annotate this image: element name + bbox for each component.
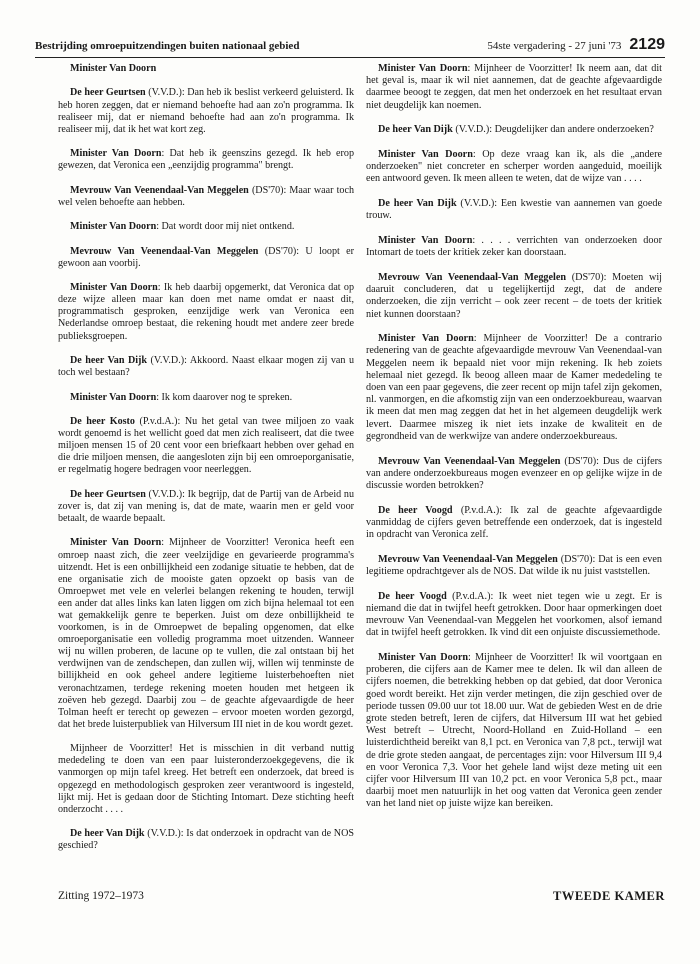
speaker-name: Minister Van Doorn xyxy=(378,235,473,247)
speech-paragraph xyxy=(366,198,662,222)
speech-paragraph xyxy=(366,272,662,321)
speech-text: (V.V.D.): Deugdelijker dan andere onderzoeken? xyxy=(452,124,654,136)
speech-paragraph xyxy=(58,355,354,379)
speech-paragraph xyxy=(366,124,662,136)
speech-paragraph xyxy=(366,652,662,811)
speech-paragraph xyxy=(58,63,354,75)
speech-text: (V.V.D.): Is dat onderzoek in opdracht van de NOS geschied? xyxy=(58,828,354,852)
speaker-name: Mevrouw Van Veenendaal-Van Meggelen xyxy=(378,553,558,565)
speech-paragraph xyxy=(58,185,354,209)
speech-paragraph xyxy=(366,554,662,578)
speech-paragraph xyxy=(58,282,354,342)
speech-text: : Mijnheer de Voorzitter! Veronica heeft een omroep naast zich, die zeer veelzijdige en gevarieerde programma's uitzendt. Het is een onbillijkheid een zodanige situatie te hebben, dat de ene organisatie zich de mooiste gaten opzoekt op basis van de Omroepwet met vele en velerlei belangen rekening te houden, terwijl een ander dat alles links kan laten liggen om zich bijna helemaal tot een wat gemakkelijk genre te beperken. Juist om deze onbillijkheid te voorkomen, is in de Omroepwet de bepaling opgenomen, dat elke omroeporganisatie een volledig programma moet uitzenden. Wanneer wij nu willen proberen, de lacune op te vullen, die zal ontstaan bij het verdwijnen van de zendschepen, dan zullen wij, willen wij tenminste de billijkheid en ook geheel andere legitieme luisterbehoeften niet veronachtzamen, terdege rekening moeten houden met hetgeen ik zoëven heb gezegd. Daarbij zou – de geachte afgevaardigde de heer Tolman heeft er terecht op gewezen – ervoor moeten worden gezorgd, dat het brede luisterpubliek van Hilversum III niet in de kou wordt gezet. xyxy=(58,537,354,730)
speaker-name: Minister Van Doorn xyxy=(70,148,162,160)
session-label: Zitting 1972–1973 xyxy=(58,890,144,902)
speech-paragraph xyxy=(366,456,662,493)
speech-paragraph xyxy=(58,392,354,404)
speech-text: (DS'70): U loopt er gewoon aan voorbij. xyxy=(58,245,354,269)
speech-text: (DS'70): Dat is een even legitieme opdrachtgever als de NOS. Dat wilde ik nu juist vaststellen. xyxy=(366,553,662,577)
running-title: Bestrijding omroepuitzendingen buiten nationaal gebied xyxy=(35,40,300,52)
speech-text: (V.V.D.): Akkoord. Naast elkaar mogen zij van u toch wel bestaan? xyxy=(58,355,354,379)
speech-paragraph xyxy=(58,416,354,476)
speech-paragraph xyxy=(58,246,354,270)
speech-paragraph xyxy=(58,148,354,172)
speech-text: (V.V.D.): Ik begrijp, dat de Partij van de Arbeid nu zover is, dat zij van mening is, dat de mate, waarin men er geld voor betaalt, de waarde bepaalt. xyxy=(58,488,354,524)
speaker-name: Mevrouw Van Veenendaal-Van Meggelen xyxy=(378,455,561,467)
speech-paragraph xyxy=(58,489,354,525)
speech-paragraph xyxy=(366,149,662,186)
page-number: 2129 xyxy=(629,36,665,53)
speech-paragraph xyxy=(58,537,354,731)
speaker-name: Minister Van Doorn xyxy=(378,63,468,74)
speech-paragraph xyxy=(366,333,662,443)
speaker-name: De heer Van Dijk xyxy=(378,198,457,210)
header-rule xyxy=(35,57,665,58)
chamber-label: TWEEDE KAMER xyxy=(553,889,665,903)
speaker-name: Minister Van Doorn xyxy=(70,282,158,294)
speaker-name: De heer Voogd xyxy=(378,504,453,516)
speaker-name: Minister Van Doorn xyxy=(378,149,473,161)
speech-paragraph xyxy=(58,87,354,135)
speech-text: : Op deze vraag kan ik, als die „andere onderzoeken" niet concreter en scherper worden aangeduid, moeilijk een antwoord geven. Ik meen alleen te weten, dat de wijze van . . . . xyxy=(366,149,662,185)
speaker-name: De heer Kosto xyxy=(70,415,135,427)
speaker-name: Minister Van Doorn xyxy=(70,221,157,233)
speech-text: : Ik kom daarover nog te spreken. xyxy=(156,391,293,403)
speech-text: (DS'70): Moeten wij daaruit concluderen, dat u tegelijkertijd zegt, dat de andere onderzoeken, die zijn verricht – ook zeer recent – de toets der kritiek niet kunnen doorstaan? xyxy=(366,271,662,320)
speaker-name: De heer Van Dijk xyxy=(378,124,453,136)
speech-text: (P.v.d.A.): Ik weet niet tegen wie u zegt. Er is niemand die dat in twijfel heeft getrokken. Door haar opmerkingen doet mevrouw Van Veenendaal-van Meggelen het voorkomen, alsof iemand dat in twijfel heeft getrokken. Ik vind dit een onjuiste discussiemethode. xyxy=(366,590,662,639)
speaker-name: De heer Van Dijk xyxy=(70,355,148,366)
speech-paragraph xyxy=(366,235,662,259)
speech-text: (V.V.D.): Dan heb ik beslist verkeerd geluisterd. Ik heb horen zeggen, dat er niemand behoefte had aan zo'n programma. Ik realiseer mij, dat er niemand behoefte had aan zo'n programma. Ik realiseer mij, dat ik het wat kort zeg. xyxy=(58,87,354,135)
left-column xyxy=(58,63,354,865)
speech-paragraph xyxy=(58,828,354,852)
speaker-name: De heer Van Dijk xyxy=(70,828,145,840)
speaker-name: Minister Van Doorn xyxy=(70,63,157,74)
speech-text: : Mijnheer de Voorzitter! De a contrario redenering van de geachte afgevaardigde mevrouw Van Veenendaal-van Meggelen neem ik bepaald niet voor mijn rekening. Ik heb zoiets helemaal niet gezegd. Ik beoog alleen maar de Kamer mededeling te doen van een paar gegevens, die zeer recent op mijn tafel zijn gekomen, nl. vanmorgen, en die afkomstig zijn van een onderzoekbureau, waarvan ik meen dat men mag zeggen dat het in het algemeen deugdelijk werk levert. Daarmee miszeg ik niet iets inzake de kwaliteit en de gegrondheid van de werkwijze van andere onderzoekbureaus. xyxy=(366,333,662,442)
speech-text: : Dat wordt door mij niet ontkend. xyxy=(156,221,295,233)
speech-paragraph xyxy=(58,221,354,233)
speaker-name: Mevrouw Van Veenendaal-Van Meggelen xyxy=(378,271,567,283)
speech-paragraph xyxy=(58,743,354,816)
page-header xyxy=(35,36,665,58)
speech-text: : Ik heb daarbij opgemerkt, dat Veronica dat op deze wijze alleen maar kan doen met name omdat er naast dit, programmatisch gesproken, eenzijdige werk van Veronica een Nederlandse omroep bestaat, die rekening houdt met andere zeer brede publieksgroepen. xyxy=(58,282,354,342)
speech-text: (P.v.d.A.): Ik zal de geachte afgevaardigde vanmiddag de cijfers geven betreffende een onderzoek, dat is ingesteld in opdracht van Veronica zelf. xyxy=(366,504,663,541)
speaker-name: Minister Van Doorn xyxy=(378,333,474,345)
meeting-info xyxy=(487,36,665,54)
speaker-name: Mevrouw Van Veenendaal-Van Meggelen xyxy=(70,245,259,257)
speech-text: : Mijnheer de Voorzitter! Ik wil voortgaan en proberen, die cijfers aan de Kamer mee te delen. Ik wil dan alleen de cijfers noemen, die betrekking hebben op dat gebied, dat door Veronica goed wordt bereikt. Het zijn verder metingen, die zijn geschied over de periode tussen 09.00 uur tot 18.00 uur. Wat de gebieden West en de drie grote steden betreft, leren de cijfers, dat Hilversum III wat het gebied West betreft – Utrecht, Noord-Holland en Zuid-Holland – een luisterdichtheid bereikt van 8,1 pct. en Veronica van 7,8 pct., terwijl wat de drie grote steden aangaat, de percentages zijn: voor Hilversum III 9,4 en voor Veronica 7,3. Voor het gehele land wijst deze meting uit een cijfer voor Hilversum III van 10,2 pct. en voor Veronica 5,8 pct., maar daarbij moet men natuurlijk in het oog vatten dat Veronica geen zender van het land niet op juiste wijze kan bereiken. xyxy=(366,652,662,810)
speech-text: : Dat heb ik geenszins gezegd. Ik heb erop gewezen, dat Veronica een „eenzijdig programma" brengt. xyxy=(58,148,354,172)
speech-paragraph xyxy=(366,591,662,640)
speech-text: (P.v.d.A.): Nu het getal van twee miljoen zo vaak wordt genoemd is het wellicht goed dat men zich realiseert, dat die twee miljoen mensen 15 of 20 cent voor een briefkaart hebben over gehad en die drie miljoen mensen, die aangesloten zijn bij een omroeporganisatie, er regelmatig hogere bedragen voor neerleggen. xyxy=(58,415,354,476)
speech-paragraph xyxy=(366,63,662,112)
speech-text: Mijnheer de Voorzitter! Het is misschien in dit verband nuttig mededeling te doen van een paar luisteronderzoekgegevens, die ik vanmorgen op mijn tafel kreeg. Het betreft een onderzoek, dat breed is opgezegd en methodologisch gesproken zeer verantwoord is ingesteld, lijkt mij. Het is gedaan door de Stichting Intomart. Deze stichting heeft onderzocht . . . . xyxy=(58,743,354,815)
speech-text: : . . . . verrichten van onderzoeken door Intomart de toets der kritiek zeker kan doorstaan. xyxy=(366,235,662,259)
speaker-name: De heer Geurtsen xyxy=(70,488,146,500)
speech-paragraph xyxy=(366,505,662,542)
speaker-name: Minister Van Doorn xyxy=(70,391,157,403)
speech-text: (DS'70): Maar waar toch wel velen behoefte aan hebben. xyxy=(58,184,354,208)
right-column xyxy=(366,63,662,823)
speaker-name: De heer Voogd xyxy=(378,590,447,602)
speech-text: (V.V.D.): Een kwestie van aannemen van goede trouw. xyxy=(366,198,662,222)
speaker-name: De heer Geurtsen xyxy=(70,87,146,99)
speech-text: (DS'70): Dus de cijfers van andere onderzoekbureaus mogen evenzeer en op gelijke wijze in de discussie worden betrokken? xyxy=(366,455,662,491)
speech-text: : Mijnheer de Voorzitter! Ik neem aan, dat dit het geval is, maar ik wil niet aannemen, dat de geachte afgevaardigde daarmee beoogt te zeggen, dat men het onderzoek en het resultaat ervan niet deugdelijk kan noemen. xyxy=(366,63,662,111)
meeting-date: 54ste vergadering - 27 juni '73 xyxy=(487,40,622,52)
speaker-name: Minister Van Doorn xyxy=(378,652,469,664)
speaker-name: Mevrouw Van Veenendaal-Van Meggelen xyxy=(70,184,249,196)
speaker-name: Minister Van Doorn xyxy=(70,537,162,549)
